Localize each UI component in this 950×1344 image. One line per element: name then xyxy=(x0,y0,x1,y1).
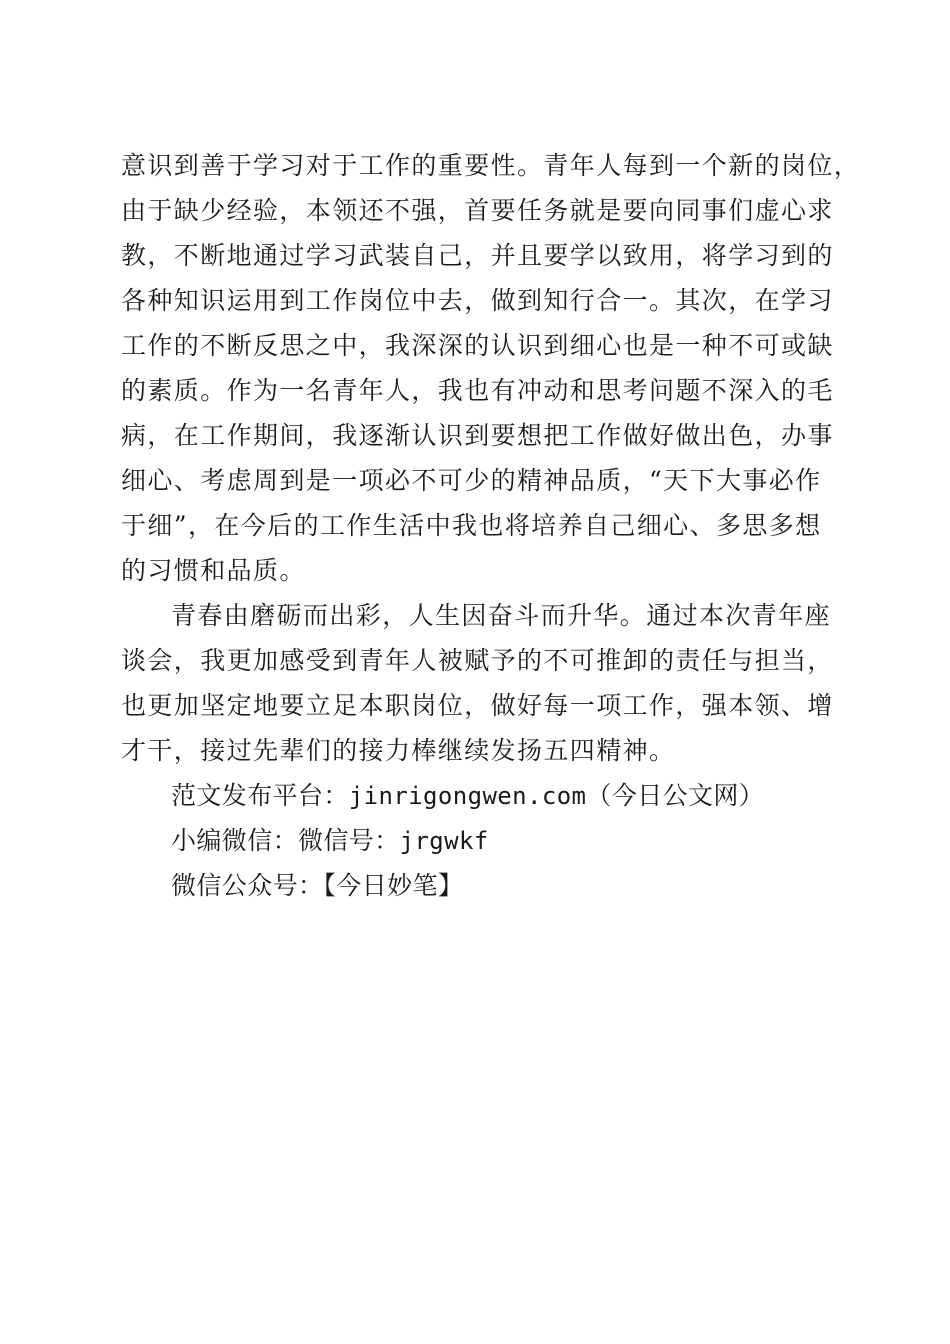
footer xyxy=(121,773,841,908)
text-line: 青春由磨砺而出彩，人生因奋斗而升华。通过本次青年座 xyxy=(171,601,832,630)
text-line: 病，在工作期间，我逐渐认识到要想把工作做好做出色，办事 xyxy=(121,421,834,450)
text-line: 才干，接过先辈们的接力棒继续发扬五四精神。 xyxy=(121,736,676,765)
document-body xyxy=(121,143,861,908)
text-line: 意识到善于学习对于工作的重要性。青年人每到一个新的岗位， xyxy=(121,151,861,180)
platform-url: jinrigongwen.com xyxy=(348,782,587,810)
official-account-line: 微信公众号：【今日妙笔】 xyxy=(171,871,464,900)
text-line: 教，不断地通过学习武装自己，并且要学以致用，将学习到的 xyxy=(121,241,834,270)
platform-label: 范文发布平台： xyxy=(171,781,349,810)
platform-name: （今日公文网） xyxy=(586,781,765,810)
wechat-line xyxy=(121,818,841,863)
platform-line xyxy=(121,773,841,818)
text-line: 由于缺少经验，本领还不强，首要任务就是要向同事们虚心求 xyxy=(121,196,834,225)
paragraph-2 xyxy=(121,593,841,773)
text-line: 各种知识运用到工作岗位中去，做到知行合一。其次，在学习 xyxy=(121,286,834,315)
text-line: 于细”，在今后的工作生活中我也将培养自己细心、多思多想 xyxy=(121,511,822,540)
text-line: 也更加坚定地要立足本职岗位，做好每一项工作，强本领、增 xyxy=(121,691,834,720)
text-line: 谈会，我更加感受到青年人被赋予的不可推卸的责任与担当， xyxy=(121,646,834,675)
text-line: 工作的不断反思之中，我深深的认识到细心也是一种不可或缺 xyxy=(121,331,834,360)
paragraph-1 xyxy=(121,143,861,593)
wechat-id: jrgwkf xyxy=(399,827,489,855)
wechat-label: 小编微信：微信号： xyxy=(171,826,400,855)
text-line: 的习惯和品质。 xyxy=(121,556,306,585)
text-line: 细心、考虑周到是一项必不可少的精神品质，“天下大事必作 xyxy=(121,466,822,495)
text-line: 的素质。作为一名青年人，我也有冲动和思考问题不深入的毛 xyxy=(121,376,834,405)
